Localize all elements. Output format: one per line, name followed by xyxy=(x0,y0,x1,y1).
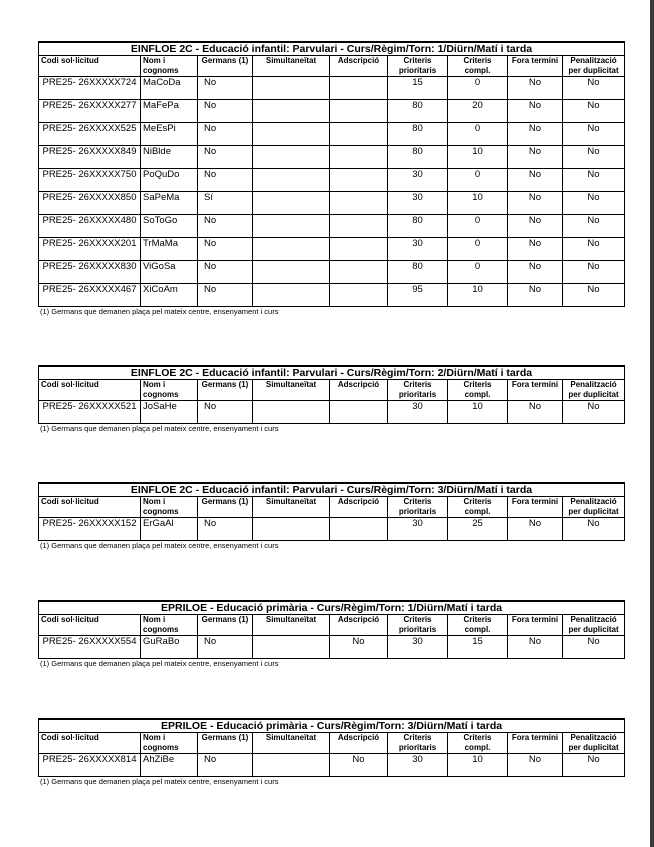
cell-penalitzacio: No xyxy=(563,261,625,284)
header-germans: Germans (1) xyxy=(198,615,253,636)
cell-codi: PRE25- 26XXXXX554 xyxy=(39,636,141,659)
header-codi: Codi sol·licitud xyxy=(39,56,141,77)
header-criteris-compl: Criteris compl. xyxy=(448,380,508,401)
header-nom: Nom i cognoms xyxy=(141,56,198,77)
cell-germans: No xyxy=(198,146,253,169)
cell-fora-termini: No xyxy=(508,261,563,284)
cell-penalitzacio: No xyxy=(563,518,625,541)
header-nom: Nom i cognoms xyxy=(141,497,198,518)
header-criteris-prioritaris: Criteris prioritaris xyxy=(388,56,448,77)
header-adscripcio: Adscripció xyxy=(330,733,388,754)
cell-codi: PRE25- 26XXXXX521 xyxy=(39,401,141,424)
cell-simultaneitat xyxy=(253,215,330,238)
header-nom: Nom i cognoms xyxy=(141,380,198,401)
cell-fora-termini: No xyxy=(508,192,563,215)
section-title: EINFLOE 2C - Educació infantil: Parvulari - Curs/Règim/Torn: 3/Diürn/Matí i tarda xyxy=(39,483,625,497)
cell-nom: ViGoSa xyxy=(141,261,198,284)
header-germans: Germans (1) xyxy=(198,380,253,401)
cell-criteris-compl: 0 xyxy=(448,169,508,192)
cell-germans: No xyxy=(198,215,253,238)
cell-penalitzacio: No xyxy=(563,284,625,307)
cell-adscripcio xyxy=(330,146,388,169)
cell-codi: PRE25- 26XXXXX724 xyxy=(39,77,141,100)
header-adscripcio: Adscripció xyxy=(330,497,388,518)
cell-adscripcio xyxy=(330,192,388,215)
header-row xyxy=(39,615,625,636)
cell-germans: No xyxy=(198,169,253,192)
cell-criteris-prioritaris: 30 xyxy=(388,169,448,192)
cell-criteris-compl: 0 xyxy=(448,123,508,146)
cell-fora-termini: No xyxy=(508,215,563,238)
cell-germans: No xyxy=(198,401,253,424)
header-criteris-compl: Criteris compl. xyxy=(448,615,508,636)
cell-fora-termini: No xyxy=(508,284,563,307)
cell-adscripcio xyxy=(330,401,388,424)
cell-criteris-compl: 25 xyxy=(448,518,508,541)
header-criteris-prioritaris: Criteris prioritaris xyxy=(388,380,448,401)
cell-fora-termini: No xyxy=(508,238,563,261)
header-simultaneitat: Simultaneïtat xyxy=(253,497,330,518)
cell-nom: SaPeMa xyxy=(141,192,198,215)
cell-criteris-compl: 15 xyxy=(448,636,508,659)
header-penalitzacio: Penalització per duplicitat xyxy=(563,380,625,401)
cell-fora-termini: No xyxy=(508,100,563,123)
table-row xyxy=(39,636,625,659)
cell-nom: PoQuDo xyxy=(141,169,198,192)
cell-adscripcio: No xyxy=(330,754,388,777)
section-einfloe-torn-2 xyxy=(38,365,624,434)
cell-adscripcio xyxy=(330,169,388,192)
cell-penalitzacio: No xyxy=(563,146,625,169)
cell-fora-termini: No xyxy=(508,146,563,169)
cell-penalitzacio: No xyxy=(563,401,625,424)
cell-germans: No xyxy=(198,636,253,659)
cell-criteris-prioritaris: 95 xyxy=(388,284,448,307)
cell-criteris-prioritaris: 80 xyxy=(388,215,448,238)
cell-germans: No xyxy=(198,261,253,284)
footnote: (1) Germans que demanen plaça pel mateix centre, ensenyament i curs xyxy=(40,777,279,786)
section-epriloe-torn-3 xyxy=(38,718,624,787)
cell-codi: PRE25- 26XXXXX152 xyxy=(39,518,141,541)
table-row xyxy=(39,518,625,541)
cell-penalitzacio: No xyxy=(563,238,625,261)
cell-penalitzacio: No xyxy=(563,215,625,238)
cell-adscripcio xyxy=(330,284,388,307)
section-title: EPRILOE - Educació primària - Curs/Règim/Torn: 3/Diürn/Matí i tarda xyxy=(39,719,625,733)
table-row xyxy=(39,238,625,261)
cell-germans: Sí xyxy=(198,192,253,215)
header-penalitzacio: Penalització per duplicitat xyxy=(563,497,625,518)
cell-simultaneitat xyxy=(253,754,330,777)
header-germans: Germans (1) xyxy=(198,497,253,518)
cell-simultaneitat xyxy=(253,123,330,146)
cell-penalitzacio: No xyxy=(563,123,625,146)
cell-adscripcio xyxy=(330,77,388,100)
header-adscripcio: Adscripció xyxy=(330,380,388,401)
cell-criteris-compl: 10 xyxy=(448,284,508,307)
header-criteris-compl: Criteris compl. xyxy=(448,733,508,754)
cell-nom: TrMaMa xyxy=(141,238,198,261)
footnote: (1) Germans que demanen plaça pel mateix centre, ensenyament i curs xyxy=(40,659,279,668)
cell-criteris-compl: 10 xyxy=(448,754,508,777)
header-fora-termini: Fora termini xyxy=(508,615,563,636)
cell-fora-termini: No xyxy=(508,169,563,192)
header-codi: Codi sol·licitud xyxy=(39,380,141,401)
section-title: EPRILOE - Educació primària - Curs/Règim/Torn: 1/Diürn/Matí i tarda xyxy=(39,601,625,615)
header-penalitzacio: Penalització per duplicitat xyxy=(563,56,625,77)
cell-penalitzacio: No xyxy=(563,100,625,123)
cell-criteris-compl: 0 xyxy=(448,215,508,238)
page-edge xyxy=(650,0,654,847)
cell-penalitzacio: No xyxy=(563,754,625,777)
admission-table xyxy=(38,41,625,307)
cell-fora-termini: No xyxy=(508,77,563,100)
cell-criteris-compl: 10 xyxy=(448,146,508,169)
cell-criteris-prioritaris: 80 xyxy=(388,100,448,123)
header-criteris-prioritaris: Criteris prioritaris xyxy=(388,733,448,754)
cell-germans: No xyxy=(198,518,253,541)
cell-criteris-prioritaris: 80 xyxy=(388,123,448,146)
header-fora-termini: Fora termini xyxy=(508,497,563,518)
cell-adscripcio xyxy=(330,518,388,541)
admission-table xyxy=(38,600,625,659)
cell-nom: JoSaHe xyxy=(141,401,198,424)
header-germans: Germans (1) xyxy=(198,56,253,77)
cell-fora-termini: No xyxy=(508,401,563,424)
cell-adscripcio xyxy=(330,238,388,261)
header-codi: Codi sol·licitud xyxy=(39,497,141,518)
section-title: EINFLOE 2C - Educació infantil: Parvulari - Curs/Règim/Torn: 1/Diürn/Matí i tarda xyxy=(39,42,625,56)
cell-criteris-prioritaris: 30 xyxy=(388,401,448,424)
cell-germans: No xyxy=(198,238,253,261)
header-row xyxy=(39,56,625,77)
header-simultaneitat: Simultaneïtat xyxy=(253,615,330,636)
header-fora-termini: Fora termini xyxy=(508,380,563,401)
cell-simultaneitat xyxy=(253,169,330,192)
table-row xyxy=(39,284,625,307)
cell-codi: PRE25- 26XXXXX814 xyxy=(39,754,141,777)
cell-simultaneitat xyxy=(253,261,330,284)
cell-germans: No xyxy=(198,123,253,146)
cell-penalitzacio: No xyxy=(563,636,625,659)
cell-penalitzacio: No xyxy=(563,192,625,215)
cell-codi: PRE25- 26XXXXX750 xyxy=(39,169,141,192)
header-row xyxy=(39,380,625,401)
cell-criteris-prioritaris: 80 xyxy=(388,146,448,169)
header-nom: Nom i cognoms xyxy=(141,733,198,754)
header-codi: Codi sol·licitud xyxy=(39,615,141,636)
cell-fora-termini: No xyxy=(508,754,563,777)
header-criteris-prioritaris: Criteris prioritaris xyxy=(388,497,448,518)
header-penalitzacio: Penalització per duplicitat xyxy=(563,733,625,754)
header-row xyxy=(39,733,625,754)
table-row xyxy=(39,100,625,123)
cell-fora-termini: No xyxy=(508,636,563,659)
table-row xyxy=(39,401,625,424)
header-fora-termini: Fora termini xyxy=(508,733,563,754)
header-criteris-prioritaris: Criteris prioritaris xyxy=(388,615,448,636)
cell-nom: ErGaAl xyxy=(141,518,198,541)
cell-criteris-compl: 0 xyxy=(448,77,508,100)
cell-nom: AhZiBe xyxy=(141,754,198,777)
header-penalitzacio: Penalització per duplicitat xyxy=(563,615,625,636)
cell-simultaneitat xyxy=(253,146,330,169)
cell-nom: XiCoAm xyxy=(141,284,198,307)
table-row xyxy=(39,77,625,100)
header-criteris-compl: Criteris compl. xyxy=(448,56,508,77)
table-row xyxy=(39,754,625,777)
table-row xyxy=(39,123,625,146)
cell-nom: SoToGo xyxy=(141,215,198,238)
cell-criteris-compl: 0 xyxy=(448,238,508,261)
header-simultaneitat: Simultaneïtat xyxy=(253,733,330,754)
header-fora-termini: Fora termini xyxy=(508,56,563,77)
table-row xyxy=(39,146,625,169)
cell-nom: GuRaBo xyxy=(141,636,198,659)
cell-codi: PRE25- 26XXXXX830 xyxy=(39,261,141,284)
cell-simultaneitat xyxy=(253,77,330,100)
section-einfloe-torn-1 xyxy=(38,41,624,317)
cell-simultaneitat xyxy=(253,284,330,307)
cell-nom: MaCoDa xyxy=(141,77,198,100)
cell-criteris-compl: 10 xyxy=(448,192,508,215)
table-row xyxy=(39,215,625,238)
cell-criteris-prioritaris: 30 xyxy=(388,754,448,777)
cell-germans: No xyxy=(198,77,253,100)
cell-adscripcio: No xyxy=(330,636,388,659)
cell-simultaneitat xyxy=(253,518,330,541)
cell-nom: NiBlde xyxy=(141,146,198,169)
cell-simultaneitat xyxy=(253,100,330,123)
cell-criteris-prioritaris: 80 xyxy=(388,261,448,284)
header-simultaneitat: Simultaneïtat xyxy=(253,380,330,401)
table-row xyxy=(39,261,625,284)
cell-simultaneitat xyxy=(253,401,330,424)
cell-simultaneitat xyxy=(253,636,330,659)
cell-adscripcio xyxy=(330,261,388,284)
cell-criteris-compl: 0 xyxy=(448,261,508,284)
cell-codi: PRE25- 26XXXXX850 xyxy=(39,192,141,215)
cell-codi: PRE25- 26XXXXX480 xyxy=(39,215,141,238)
section-einfloe-torn-3 xyxy=(38,482,624,551)
table-row xyxy=(39,169,625,192)
admission-table xyxy=(38,365,625,424)
cell-adscripcio xyxy=(330,215,388,238)
header-germans: Germans (1) xyxy=(198,733,253,754)
cell-adscripcio xyxy=(330,100,388,123)
cell-codi: PRE25- 26XXXXX525 xyxy=(39,123,141,146)
cell-criteris-prioritaris: 30 xyxy=(388,636,448,659)
header-adscripcio: Adscripció xyxy=(330,615,388,636)
cell-codi: PRE25- 26XXXXX201 xyxy=(39,238,141,261)
admission-table xyxy=(38,718,625,777)
cell-codi: PRE25- 26XXXXX849 xyxy=(39,146,141,169)
cell-germans: No xyxy=(198,754,253,777)
section-title: EINFLOE 2C - Educació infantil: Parvulari - Curs/Règim/Torn: 2/Diürn/Matí i tarda xyxy=(39,366,625,380)
cell-criteris-prioritaris: 30 xyxy=(388,238,448,261)
header-codi: Codi sol·licitud xyxy=(39,733,141,754)
cell-adscripcio xyxy=(330,123,388,146)
section-epriloe-torn-1 xyxy=(38,600,624,669)
cell-penalitzacio: No xyxy=(563,169,625,192)
header-nom: Nom i cognoms xyxy=(141,615,198,636)
cell-criteris-prioritaris: 30 xyxy=(388,192,448,215)
header-row xyxy=(39,497,625,518)
admission-table xyxy=(38,482,625,541)
header-criteris-compl: Criteris compl. xyxy=(448,497,508,518)
footnote: (1) Germans que demanen plaça pel mateix centre, ensenyament i curs xyxy=(40,541,279,550)
cell-nom: MaFePa xyxy=(141,100,198,123)
cell-penalitzacio: No xyxy=(563,77,625,100)
cell-criteris-prioritaris: 30 xyxy=(388,518,448,541)
header-simultaneitat: Simultaneïtat xyxy=(253,56,330,77)
footnote: (1) Germans que demanen plaça pel mateix centre, ensenyament i curs xyxy=(40,424,279,433)
cell-criteris-compl: 20 xyxy=(448,100,508,123)
cell-criteris-prioritaris: 15 xyxy=(388,77,448,100)
cell-simultaneitat xyxy=(253,238,330,261)
cell-criteris-compl: 10 xyxy=(448,401,508,424)
cell-nom: MeEsPi xyxy=(141,123,198,146)
cell-simultaneitat xyxy=(253,192,330,215)
header-adscripcio: Adscripció xyxy=(330,56,388,77)
cell-germans: No xyxy=(198,100,253,123)
cell-fora-termini: No xyxy=(508,123,563,146)
cell-fora-termini: No xyxy=(508,518,563,541)
cell-germans: No xyxy=(198,284,253,307)
cell-codi: PRE25- 26XXXXX467 xyxy=(39,284,141,307)
cell-codi: PRE25- 26XXXXX277 xyxy=(39,100,141,123)
footnote: (1) Germans que demanen plaça pel mateix centre, ensenyament i curs xyxy=(40,307,279,316)
table-row xyxy=(39,192,625,215)
